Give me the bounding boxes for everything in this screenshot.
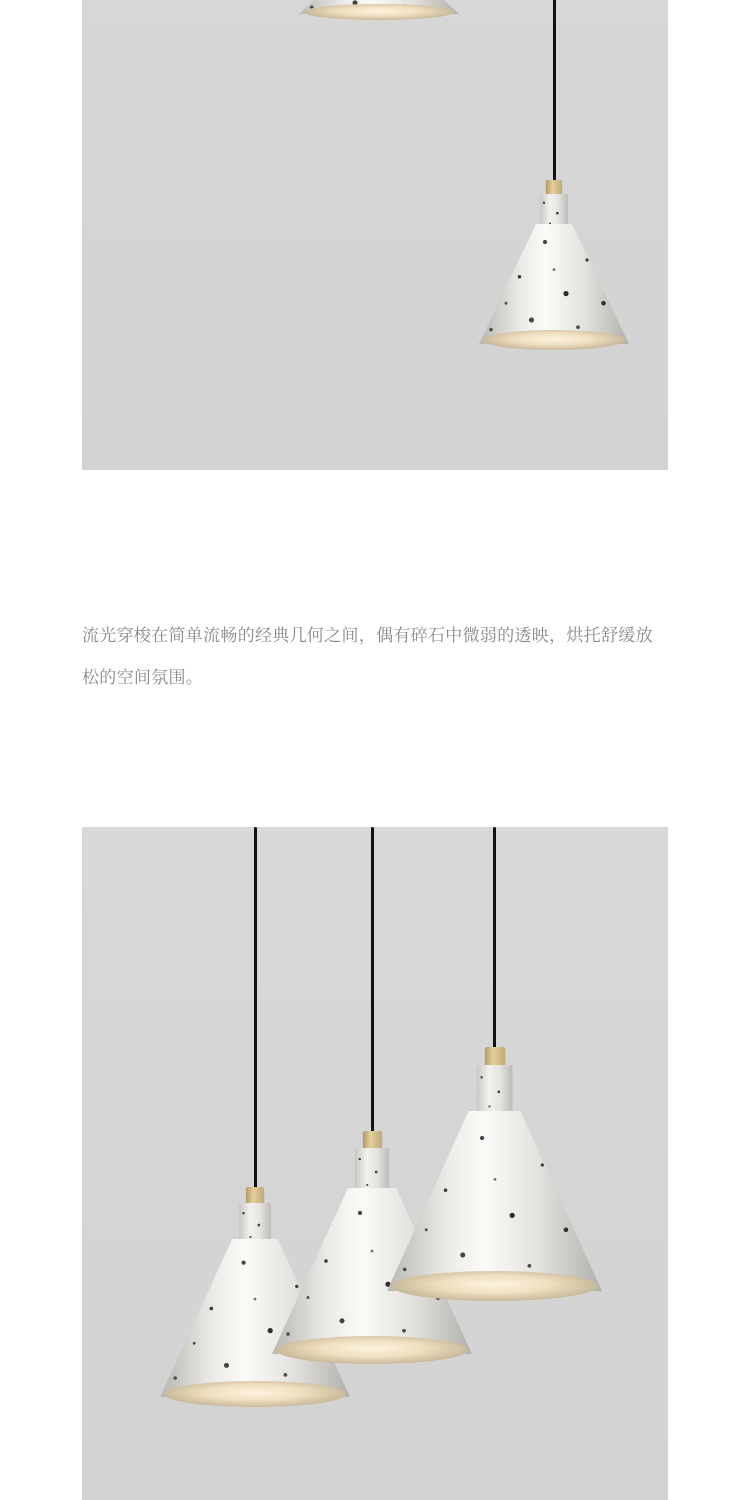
lamp-inner-rim bbox=[392, 1271, 598, 1301]
lamp-bottom-right bbox=[387, 827, 602, 1347]
lamp-cord bbox=[493, 827, 496, 1055]
lamp-cone bbox=[479, 224, 629, 344]
lamp-shade bbox=[387, 1065, 602, 1297]
lamp-inner-rim bbox=[483, 330, 625, 350]
lamp-cord bbox=[553, 0, 556, 188]
product-caption: 流光穿梭在简单流畅的经典几何之间，偶有碎石中微弱的透映，烘托舒缓放松的空间氛围。 bbox=[82, 626, 653, 687]
lamp-brass-collar bbox=[363, 1131, 382, 1149]
lamp-shade bbox=[479, 194, 629, 348]
top-photo-block bbox=[82, 0, 668, 470]
lamp-cord bbox=[371, 827, 374, 1139]
lamp-inner-rim bbox=[304, 4, 454, 20]
lamp-top-right bbox=[479, 0, 629, 220]
lamp-cone bbox=[387, 1111, 602, 1291]
lamp-shade bbox=[299, 0, 459, 14]
lamp-brass-collar bbox=[546, 180, 562, 195]
lamp-top-left bbox=[299, 0, 459, 60]
bottom-photo-block bbox=[82, 827, 668, 1500]
lamp-brass-collar bbox=[246, 1187, 264, 1204]
lamp-cord bbox=[254, 827, 257, 1195]
lamp-brass-collar bbox=[485, 1047, 505, 1066]
